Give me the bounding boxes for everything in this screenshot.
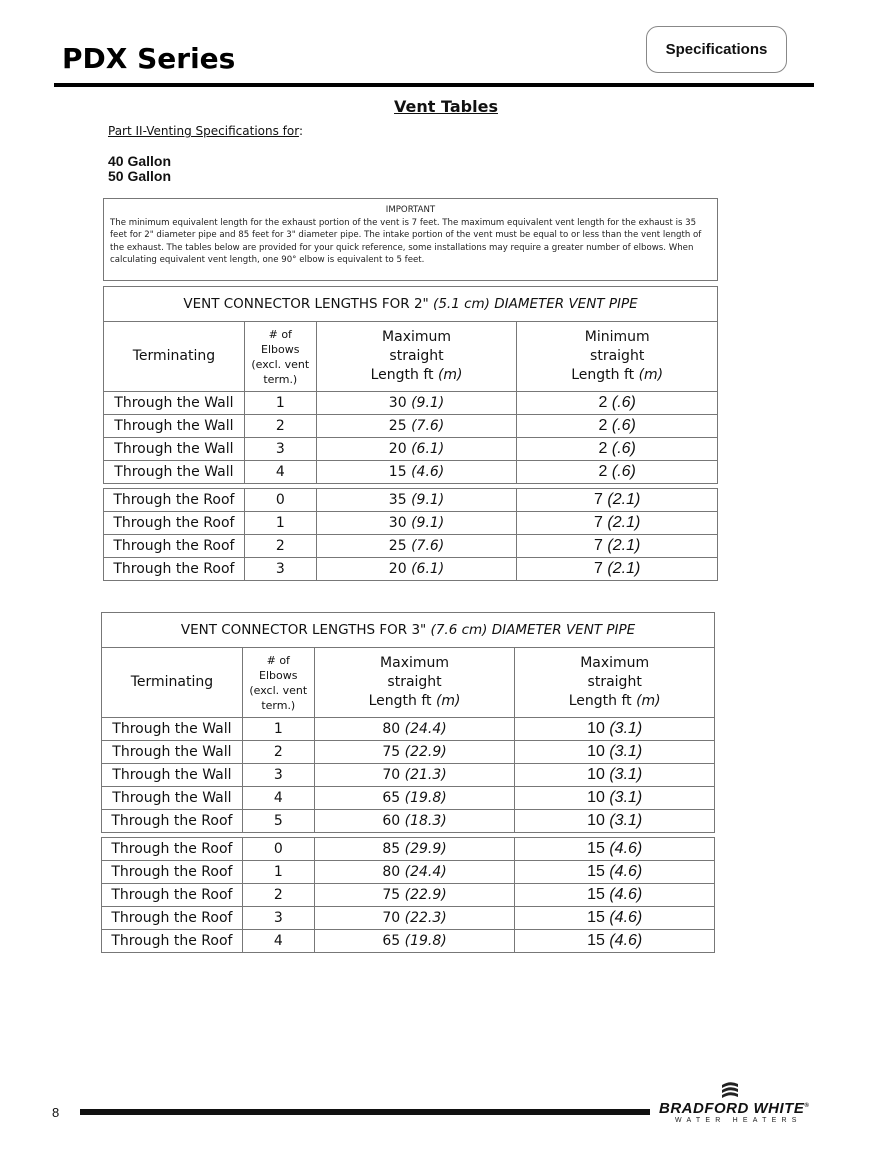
caption-italic: (7.6 cm) DIAMETER VENT PIPE xyxy=(430,622,636,638)
cell-second-length: 15 (4.6) xyxy=(515,907,715,930)
cell-second-length: 7 (2.1) xyxy=(517,489,718,512)
table-row xyxy=(104,535,718,558)
cell-max-length: 30 (9.1) xyxy=(316,512,517,535)
cell-elbows: 4 xyxy=(242,787,314,810)
cell-second-length: 2 (.6) xyxy=(517,461,718,484)
cell-elbows: 3 xyxy=(244,558,316,581)
table-row xyxy=(104,461,718,484)
header-max-length: Maximum straight Length ft (m) xyxy=(314,648,515,718)
table-row xyxy=(104,512,718,535)
table-row xyxy=(102,764,715,787)
cell-terminating: Through the Wall xyxy=(102,718,243,741)
cell-second-length: 15 (4.6) xyxy=(515,930,715,953)
cell-terminating: Through the Wall xyxy=(102,741,243,764)
flame-logo-icon xyxy=(719,1080,741,1100)
cell-max-length: 75 (22.9) xyxy=(314,741,515,764)
cell-terminating: Through the Wall xyxy=(104,392,245,415)
cell-elbows: 3 xyxy=(242,764,314,787)
header-max-length-2: Maximum straight Length ft (m) xyxy=(515,648,715,718)
cell-max-length: 25 (7.6) xyxy=(316,415,517,438)
cell-max-length: 35 (9.1) xyxy=(316,489,517,512)
caption-italic: (5.1 cm) DIAMETER VENT PIPE xyxy=(433,296,638,312)
cell-terminating: Through the Roof xyxy=(104,535,245,558)
cell-second-length: 7 (2.1) xyxy=(517,535,718,558)
cell-max-length: 80 (24.4) xyxy=(314,718,515,741)
cell-max-length: 20 (6.1) xyxy=(316,558,517,581)
cell-terminating: Through the Wall xyxy=(104,415,245,438)
cell-terminating: Through the Roof xyxy=(102,907,243,930)
cell-elbows: 1 xyxy=(242,861,314,884)
cell-second-length: 10 (3.1) xyxy=(515,718,715,741)
cell-second-length: 2 (.6) xyxy=(517,415,718,438)
table-caption xyxy=(104,287,718,322)
cell-max-length: 80 (24.4) xyxy=(314,861,515,884)
table-row xyxy=(104,415,718,438)
page-title: PDX Series xyxy=(62,42,236,75)
cell-max-length: 15 (4.6) xyxy=(316,461,517,484)
cell-elbows: 1 xyxy=(244,512,316,535)
cell-elbows: 4 xyxy=(242,930,314,953)
vent-table-3in xyxy=(101,612,715,953)
important-heading: IMPORTANT xyxy=(385,205,436,215)
cell-terminating: Through the Roof xyxy=(104,558,245,581)
cell-second-length: 10 (3.1) xyxy=(515,764,715,787)
table-row xyxy=(104,489,718,512)
cell-elbows: 3 xyxy=(244,438,316,461)
cell-terminating: Through the Wall xyxy=(102,764,243,787)
page-number: 8 xyxy=(52,1105,60,1120)
cell-max-length: 85 (29.9) xyxy=(314,838,515,861)
cell-elbows: 1 xyxy=(242,718,314,741)
table-row xyxy=(102,861,715,884)
cell-terminating: Through the Wall xyxy=(104,461,245,484)
brand-name: BRADFORD WHITE® xyxy=(659,1100,810,1117)
cell-terminating: Through the Roof xyxy=(102,861,243,884)
cell-elbows: 4 xyxy=(244,461,316,484)
cell-max-length: 70 (21.3) xyxy=(314,764,515,787)
section-title: Vent Tables xyxy=(394,97,498,116)
table-row xyxy=(102,884,715,907)
header-max-length: Maximum straight Length ft (m) xyxy=(316,322,517,392)
capacity-40: 40 Gallon xyxy=(108,153,172,169)
cell-terminating: Through the Roof xyxy=(102,810,243,833)
cell-second-length: 7 (2.1) xyxy=(517,512,718,535)
header-elbows: # of Elbows (excl. vent term.) xyxy=(244,322,316,392)
table-row xyxy=(104,438,718,461)
cell-second-length: 15 (4.6) xyxy=(515,884,715,907)
cell-max-length: 65 (19.8) xyxy=(314,930,515,953)
cell-elbows: 2 xyxy=(244,535,316,558)
cell-max-length: 20 (6.1) xyxy=(316,438,517,461)
cell-max-length: 75 (22.9) xyxy=(314,884,515,907)
cell-terminating: Through the Roof xyxy=(104,512,245,535)
table-row xyxy=(102,930,715,953)
cell-terminating: Through the Roof xyxy=(102,930,243,953)
important-body: The minimum equivalent length for the exhaust portion of the vent is 7 feet. The maximum equivalent vent length for the exhaust is 35 feet for 2" diameter pipe and 85 feet for 3" diameter pipe. The intake portion of the vent must be equal to or less than the vent length of the exhaust. The tables below are provided for your quick reference, some installations may require a greater number of elbows. When calculating equivalent vent length, one 90° elbow is equivalent to 5 feet. xyxy=(110,217,702,266)
table-row xyxy=(102,838,715,861)
cell-terminating: Through the Roof xyxy=(102,838,243,861)
header-terminating: Terminating xyxy=(102,648,243,718)
brand-tagline: WATER HEATERS xyxy=(675,1117,802,1124)
header-elbows: # of Elbows (excl. vent term.) xyxy=(242,648,314,718)
table-row xyxy=(102,810,715,833)
footer-rule xyxy=(80,1109,650,1115)
cell-terminating: Through the Wall xyxy=(104,438,245,461)
cell-max-length: 65 (19.8) xyxy=(314,787,515,810)
cell-second-length: 10 (3.1) xyxy=(515,787,715,810)
cell-terminating: Through the Roof xyxy=(102,884,243,907)
important-notice xyxy=(103,198,718,281)
cell-second-length: 10 (3.1) xyxy=(515,810,715,833)
header-min-length: Minimum straight Length ft (m) xyxy=(517,322,718,392)
cell-elbows: 3 xyxy=(242,907,314,930)
table-caption xyxy=(102,613,715,648)
cell-terminating: Through the Roof xyxy=(104,489,245,512)
table-row xyxy=(102,718,715,741)
table-row xyxy=(104,558,718,581)
table-row xyxy=(104,392,718,415)
cell-elbows: 0 xyxy=(244,489,316,512)
table-row xyxy=(102,741,715,764)
cell-second-length: 10 (3.1) xyxy=(515,741,715,764)
cell-second-length: 15 (4.6) xyxy=(515,838,715,861)
cell-max-length: 25 (7.6) xyxy=(316,535,517,558)
header-rule xyxy=(54,83,814,87)
vent-table-2in xyxy=(103,286,718,581)
cell-second-length: 15 (4.6) xyxy=(515,861,715,884)
cell-second-length: 7 (2.1) xyxy=(517,558,718,581)
cell-second-length: 2 (.6) xyxy=(517,392,718,415)
caption-main: VENT CONNECTOR LENGTHS FOR 3" xyxy=(180,622,427,638)
cell-max-length: 60 (18.3) xyxy=(314,810,515,833)
part-heading-colon: : xyxy=(298,124,303,138)
part-heading xyxy=(108,124,303,138)
cell-terminating: Through the Wall xyxy=(102,787,243,810)
cell-max-length: 30 (9.1) xyxy=(316,392,517,415)
cell-second-length: 2 (.6) xyxy=(517,438,718,461)
cell-elbows: 1 xyxy=(244,392,316,415)
cell-elbows: 2 xyxy=(244,415,316,438)
capacity-50: 50 Gallon xyxy=(108,168,172,184)
cell-elbows: 2 xyxy=(242,884,314,907)
cell-elbows: 5 xyxy=(242,810,314,833)
bradford-white-logo xyxy=(657,1078,817,1128)
caption-main: VENT CONNECTOR LENGTHS FOR 2" xyxy=(183,296,429,312)
cell-elbows: 0 xyxy=(242,838,314,861)
table-row xyxy=(102,907,715,930)
cell-max-length: 70 (22.3) xyxy=(314,907,515,930)
table-row xyxy=(102,787,715,810)
cell-elbows: 2 xyxy=(242,741,314,764)
header-terminating: Terminating xyxy=(104,322,245,392)
part-heading-text: Part II-Venting Specifications for xyxy=(108,124,299,138)
specifications-tab: Specifications xyxy=(646,26,787,73)
